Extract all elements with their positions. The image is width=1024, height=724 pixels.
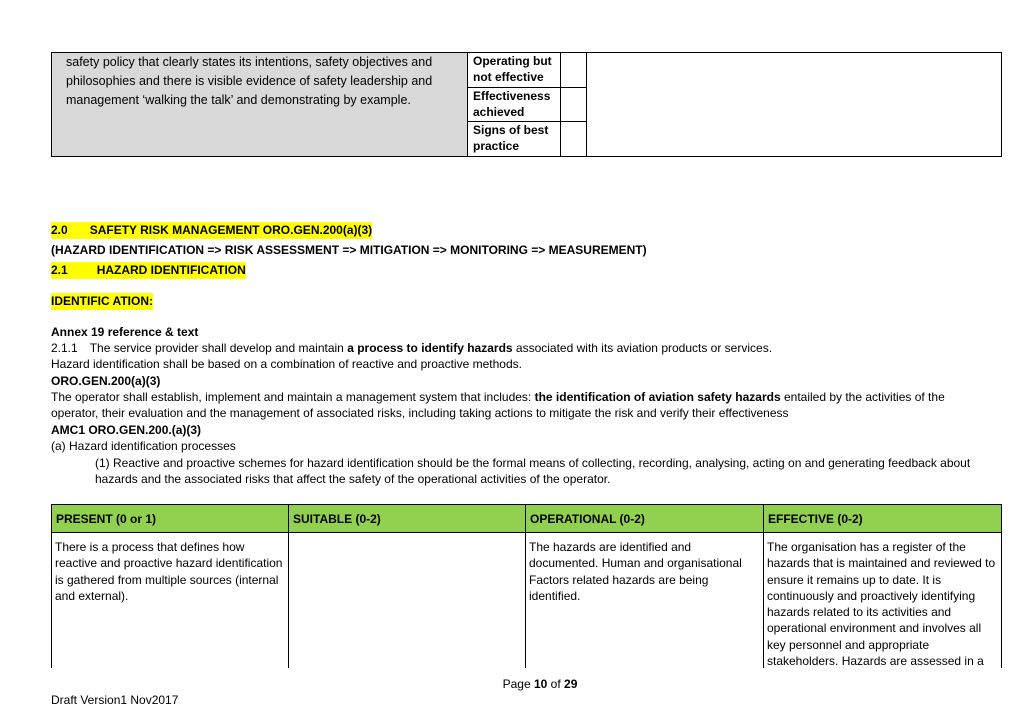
annex-heading: Annex 19 reference & text	[51, 325, 199, 339]
process-chain: (HAZARD IDENTIFICATION => RISK ASSESSMENT => MITIGATION => MONITORING => MEASUREMENT)	[51, 243, 647, 257]
level-effectiveness: Effectiveness achieved	[468, 87, 561, 122]
amc-para: (1) Reactive and proactive schemes for hazard identification should be the formal means of collecting, recording, analysing, acting on and generating feedback about hazards and the associated risks that affect the safety of the operational activities of the operator.	[95, 456, 971, 486]
amc-heading: AMC1 ORO.GEN.200.(a)(3)	[51, 423, 202, 437]
top-description-cell	[52, 53, 468, 157]
annex-line2: Hazard identification shall be based on a combination of reactive and proactive methods.	[51, 357, 522, 371]
level-best-practice: Signs of best practice	[468, 122, 561, 157]
notes-cell[interactable]	[587, 53, 1002, 157]
score-cell[interactable]	[561, 122, 587, 157]
header-operational: OPERATIONAL (0-2)	[526, 505, 764, 533]
top-assessment-table	[51, 52, 1002, 157]
annex-clause: 2.1.1 The service provider shall develop and maintain a process to identify hazards associated with its aviation products or services.	[51, 341, 773, 355]
cell-effective: The organisation has a register of the hazards that is maintained and reviewed to ensure it remains up to date. It is continuously and proactively identifying hazards related to its activities and operational environment and involves all key personnel and appropriate stakeholders. Hazards are assessed in a	[764, 533, 1002, 669]
oro-text: The operator shall establish, implement and maintain a management system that includes: the identification of aviation safety hazards entailed by the activities of the operator, their evaluation and the management of associated risks, including taking actions to mitigate the risk and verify their effectiveness	[51, 390, 945, 420]
identification-label: IDENTIFIC ATION:	[51, 294, 153, 308]
header-suitable: SUITABLE (0-2)	[289, 505, 526, 533]
page-number: Page 10 of 29	[502, 677, 578, 691]
score-cell[interactable]	[561, 53, 587, 88]
section-heading	[51, 222, 372, 239]
amc-sub: (a) Hazard identification processes	[51, 439, 236, 453]
header-present: PRESENT (0 or 1)	[52, 505, 289, 533]
section-number: 2.0	[51, 223, 68, 237]
section-title: SAFETY RISK MANAGEMENT ORO.GEN.200(a)(3)	[89, 223, 373, 237]
subsection-title: HAZARD IDENTIFICATION	[96, 263, 246, 277]
assessment-row	[52, 533, 1002, 669]
cell-suitable[interactable]	[289, 533, 526, 669]
subsection-number: 2.1	[51, 263, 68, 277]
assessment-table	[51, 504, 1002, 668]
header-effective: EFFECTIVE (0-2)	[764, 505, 1002, 533]
cell-present: There is a process that defines how reactive and proactive hazard identification is gathered from multiple sources (internal and external).	[52, 533, 289, 669]
level-operating: Operating but not effective	[468, 53, 561, 88]
subsection-heading	[51, 262, 246, 279]
score-cell[interactable]	[561, 87, 587, 122]
cell-operational: The hazards are identified and documented. Human and organisational Factors related hazards are being identified.	[526, 533, 764, 669]
top-description: safety policy that clearly states its intentions, safety objectives and philosophies and there is visible evidence of safety leadership and management ‘walking the talk’ and demonstrating by example.	[66, 55, 433, 107]
draft-version: Draft Version1 Nov2017	[51, 693, 179, 707]
oro-heading: ORO.GEN.200(a)(3)	[51, 374, 161, 388]
assessment-table-wrap	[51, 504, 1002, 668]
assessment-header-row	[52, 505, 1002, 533]
